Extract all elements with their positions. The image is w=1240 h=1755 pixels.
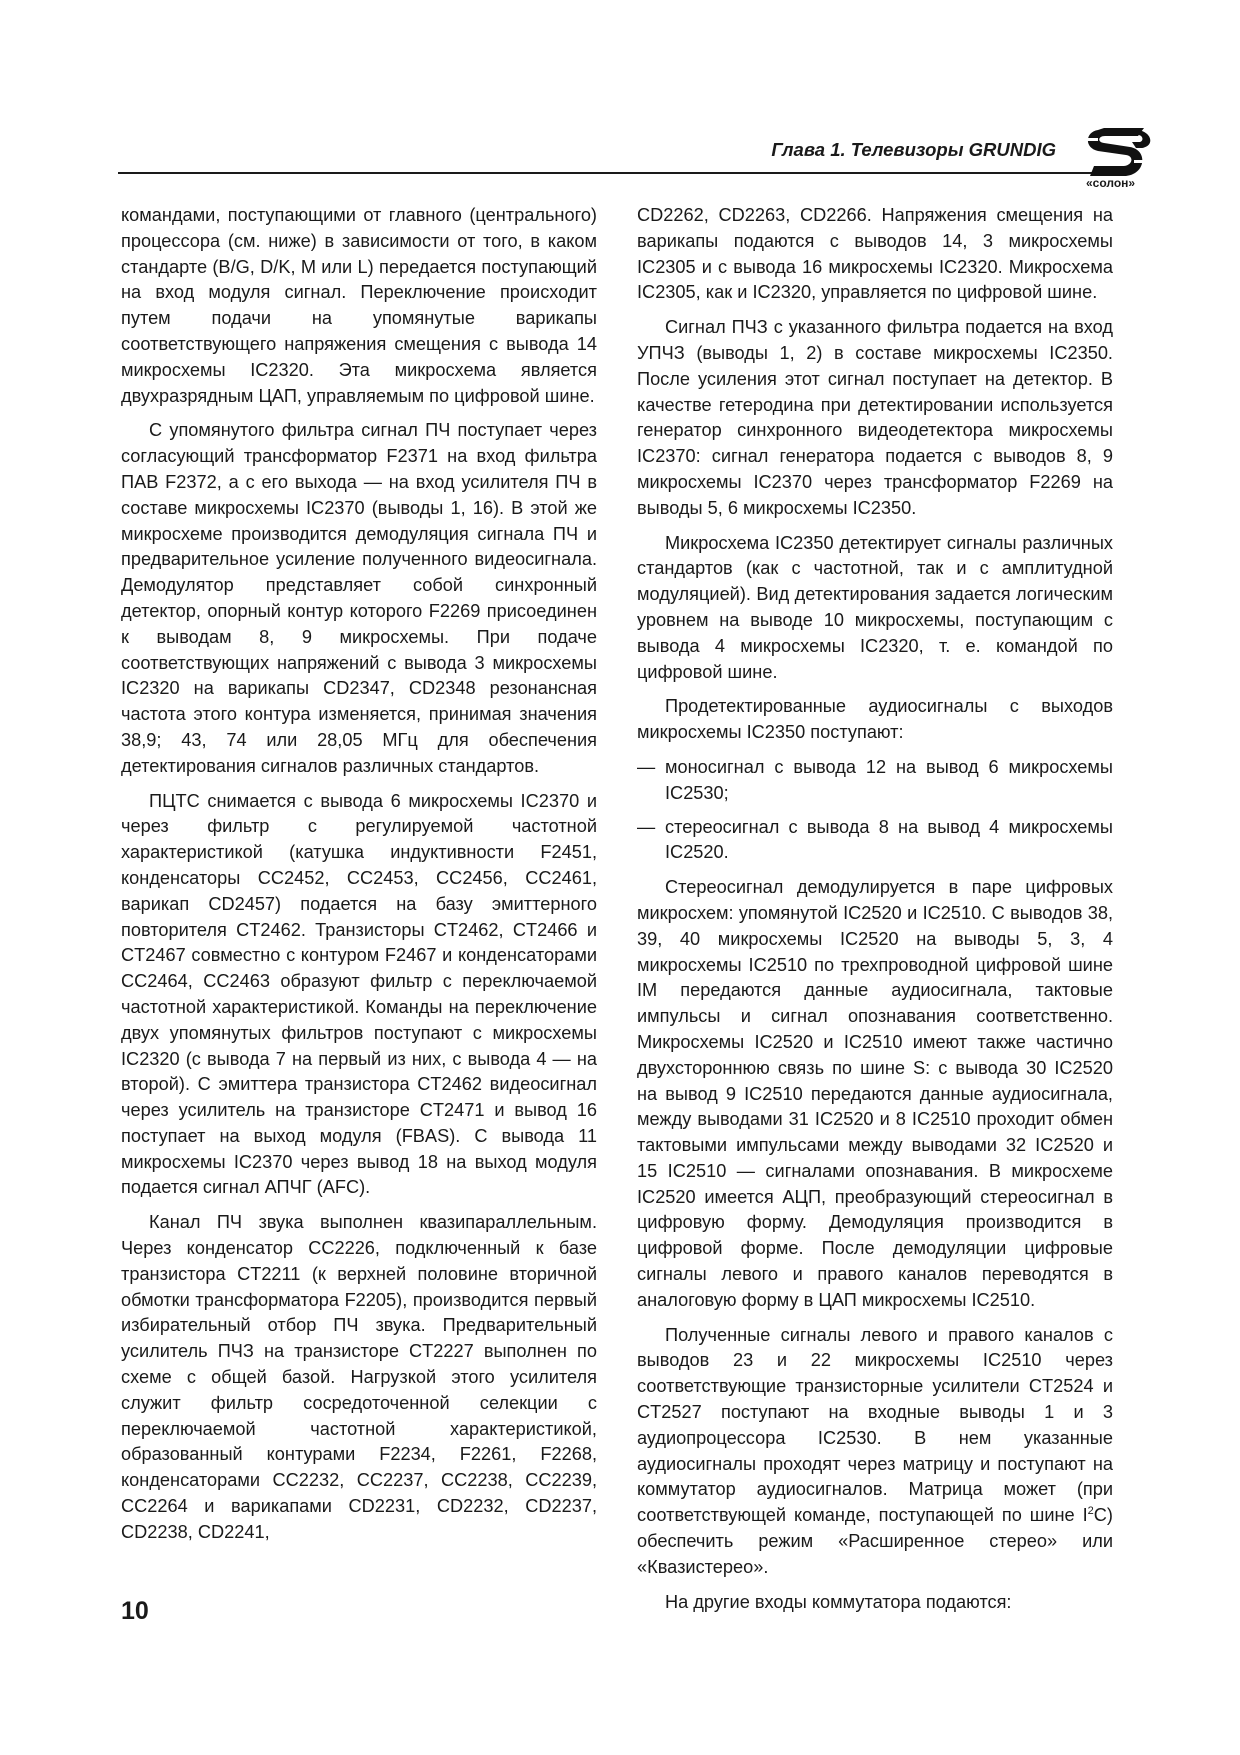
right-text-column bbox=[637, 203, 1113, 1624]
paragraph: Канал ПЧ звука выполнен квазипараллельным. Через конденсатор CC2226, подключенный к базе транзистора CT2211 (к верхней половине вторичной обмотки трансформатора F2205), производится первый избирательный отбор ПЧ звука. Предварительный усилитель ПЧЗ на транзисторе CT2227 выполнен по схеме с общей базой. Нагрузкой этого усилителя служит фильтр сосредоточенной селекции с переключаемой частотной характеристикой, образованный контурами F2234, F2261, F2268, конденсаторами CC2232, CC2237, CC2238, CC2239, CC2264 и варикапами CD2231, CD2232, CD2237, CD2238, CD2241, bbox=[121, 1212, 597, 1542]
paragraph: ПЦТС снимается с вывода 6 микросхемы IC2370 и через фильтр с регулируемой частотной характеристикой (катушка индуктивности F2451, конденсаторы CC2452, CC2453, CC2456, CC2461, варикап CD2457) подается на базу эмиттерного повторителя CT2462. Транзисторы CT2462, CT2466 и CT2467 совместно с контуром F2467 и конденсаторами CC2464, CC2463 образуют фильтр с переключаемой частотной характеристикой. Команды на переключение двух упомянутых фильтров поступают с микросхемы IC2320 (с вывода 7 на первый из них, с вывода 4 — на второй). С эмиттера транзистора CT2462 видеосигнал через усилитель на транзисторе CT2471 и вывод 16 поступает на выход модуля (FBAS). С вывода 11 микросхемы IC2370 через вывод 18 на выход модуля подается сигнал АПЧГ (AFC). bbox=[121, 790, 597, 1198]
logo-caption: «солон» bbox=[1086, 176, 1136, 190]
paragraph: На другие входы коммутатора подаются: bbox=[665, 1591, 1012, 1612]
list-item-text: стереосигнал с вывода 8 на вывод 4 микросхемы IC2520. bbox=[665, 816, 1113, 863]
paragraph-text: Полученные сигналы левого и правого каналов с выводов 23 и 22 микросхемы IC2510 через соответствующие транзисторные усилители CT2524 и CT2527 поступают на входные выводы 1 и 3 аудиопроцессора IC2530. В нем указанные аудиосигналы проходят через матрицу и поступают на коммутатор аудиосигналов. Матрица может (при соответствующей команде, поступающей по шине I bbox=[637, 1324, 1113, 1526]
output-list bbox=[637, 755, 1113, 866]
chapter-title: Глава 1. Телевизоры GRUNDIG bbox=[771, 139, 1056, 160]
paragraph: Стереосигнал демодулируется в паре цифровых микросхем: упомянутой IC2520 и IC2510. С выводов 38, 39, 40 микросхемы IC2520 на выводы 5, 3, 4 микросхемы IC2510 по трехпроводной цифровой шине IM передаются данные аудиосигнала, тактовые импульсы и сигнал опознавания соответственно. Микросхемы IC2520 и IC2510 имеют также частично двухстороннюю связь по шине S: с вывода 30 IC2520 на вывод 9 IC2510 передаются данные аудиосигнала, между выводами 31 IC2520 и 8 IC2510 проходит обмен тактовыми импульсами между выводами 32 IC2520 и 15 IC2510 — сигналами опознавания. В микросхеме IC2520 имеется АЦП, преобразующий стереосигнал в цифровую форму. Демодуляция производится в цифровой форме. После демодуляции цифровые сигналы левого и правого каналов переводятся в аналоговую форму в ЦАП микросхемы IC2510. bbox=[637, 877, 1113, 1310]
paragraph: Сигнал ПЧЗ с указанного фильтра подается на вход УПЧЗ (выводы 1, 2) в составе микросхемы IC2350. После усиления этот сигнал поступает на детектор. В качестве гетеродина при детектировании используется генератор синхронного видеодетектора микросхемы IC2370: сигнал генератора подается с выводов 8, 9 микросхемы IC2370 через трансформатор F2269 на выводы 5, 6 микросхемы IC2350. bbox=[637, 317, 1113, 518]
paragraph bbox=[637, 1323, 1113, 1581]
dash-bullet: — bbox=[637, 756, 656, 777]
paragraph: командами, поступающими от главного (центрального) процессора (см. ниже) в зависимости от того, в каком стандарте (B/G, D/K, M или L) передается поступающий на вход модуля сигнал. Переключение происходит путем подачи на упомянутые варикапы соответствующего напряжения смещения с вывода 14 микросхемы IC2320. Эта микросхема является двухразрядным ЦАП, управляемым по цифровой шине. bbox=[121, 205, 597, 406]
paragraph: Микросхема IC2350 детектирует сигналы различных стандартов (как с частотной, так и с амплитудной модуляцией). Вид детектирования задается логическим уровнем на выводе 10 микросхемы, поступающим с вывода 4 микросхемы IC2320, т. е. командой по цифровой шине. bbox=[637, 532, 1113, 682]
superscript: 2 bbox=[1087, 1505, 1094, 1518]
dash-bullet: — bbox=[637, 816, 656, 837]
list-item bbox=[637, 755, 1113, 807]
list-item bbox=[637, 815, 1113, 867]
paragraph-text: C) обеспечить режим «Расширенное стерео» или «Квазистерео». bbox=[637, 1505, 1113, 1577]
header-divider bbox=[118, 172, 1118, 174]
paragraph: CD2262, CD2263, CD2266. Напряжения смещения на варикапы подаются с выводов 14, 3 микросхемы IC2305 и с вывода 16 микросхемы IC2320. Микросхема IC2305, как и IC2320, управляется по цифровой шине. bbox=[637, 205, 1113, 303]
page-number: 10 bbox=[121, 1597, 149, 1625]
paragraph: С упомянутого фильтра сигнал ПЧ поступает через согласующий трансформатор F2371 на вход фильтра ПАВ F2372, а с его выхода — на вход усилителя ПЧ в составе микросхемы IC2370 (выводы 1, 16). В этой же микросхеме производится демодуляция сигнала ПЧ и предварительное усиление полученного видеосигнала. Демодулятор представляет собой синхронный детектор, опорный контур которого F2269 присоединен к выводам 8, 9 микросхемы. При подаче соответствующих напряжений с вывода 3 микросхемы IC2320 на варикапы CD2347, CD2348 резонансная частота этого контура изменяется, принимая значения 38,9; 43, 74 или 28,05 МГц для обеспечения детектирования сигналов различных стандартов. bbox=[121, 420, 597, 776]
left-text-column bbox=[121, 203, 597, 1555]
list-item-text: моносигнал с вывода 12 на вывод 6 микросхемы IC2530; bbox=[665, 756, 1113, 803]
paragraph: Продетектированные аудиосигналы с выходов микросхемы IC2350 поступают: bbox=[637, 696, 1113, 743]
